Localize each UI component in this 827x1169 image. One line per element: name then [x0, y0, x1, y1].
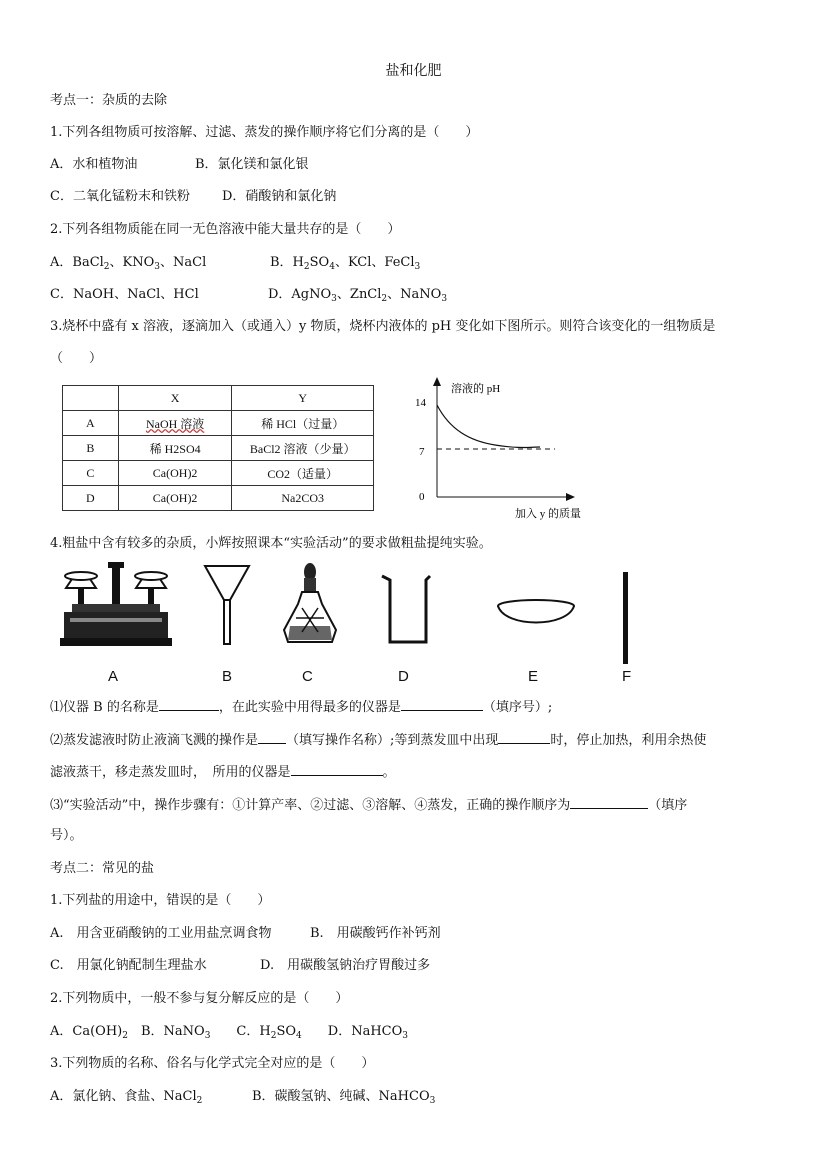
q1-option-b: B．氯化镁和氯化银 — [195, 157, 309, 172]
answer-blank[interactable] — [498, 730, 550, 744]
q2-option-c: C．NaOH、NaCl、HCl — [50, 287, 199, 302]
section-heading-1: 考点一：杂质的去除 — [50, 93, 168, 108]
answer-blank[interactable] — [291, 762, 383, 776]
s2-q1-option-a: A. 用含亚硝酸钠的工业用盐烹调食物 — [50, 926, 272, 941]
ph-chart — [405, 375, 595, 520]
table-cell: 稀 H2SO4 — [118, 436, 232, 461]
table-header-cell — [63, 386, 119, 411]
ph-curve — [437, 405, 540, 448]
table-cell: 稀 HCl（过量） — [232, 411, 374, 436]
table-cell: NaOH 溶液 — [118, 411, 232, 436]
alcohol-lamp-icon — [282, 560, 338, 644]
s2-q1-stem: 1.下列盐的用途中，错误的是（ ） — [50, 893, 271, 908]
y-axis-arrow — [433, 377, 441, 386]
s2-q3-stem: 3.下列物质的名称、俗名与化学式完全对应的是（ ） — [50, 1056, 375, 1071]
x-axis-arrow — [566, 493, 575, 501]
s2-q1-option-b: B. 用碳酸钙作补钙剂 — [310, 926, 441, 941]
apparatus-label-c: C — [302, 668, 313, 685]
s2-q2-options: A．$Ca(OH)_2$ B．NaNO$_3$ C．$H_2SO_4$ D．NaHCO$_3$ — [50, 1024, 408, 1041]
y-axis-label: 溶液的 pH — [451, 383, 501, 395]
page-title: 盐和化肥 — [385, 63, 442, 79]
table-row — [63, 411, 374, 436]
table-cell: Ca(OH)2 — [118, 486, 232, 511]
q3-options-table — [62, 385, 374, 511]
table-cell: Ca(OH)2 — [118, 461, 232, 486]
q2-option-a: A．BaCl$_2$、$KNO_3$、NaCl — [50, 255, 207, 272]
q4-part2-line1: ⑵蒸发滤液时防止液滴飞溅的操作是 （填写操作名称）;等到蒸发皿中出现 时，停止加热，利用余热使 — [50, 730, 706, 750]
apparatus-label-d: D — [398, 668, 409, 685]
table-row — [63, 436, 374, 461]
q1-stem: 1.下列各组物质可按溶解、过滤、蒸发的操作顺序将它们分离的是（ ） — [50, 125, 479, 140]
q1-option-a: A．水和植物油 — [50, 157, 138, 172]
table-header-cell: X — [118, 386, 232, 411]
table-header-row — [63, 386, 374, 411]
q4-part2-line2: 滤液蒸干，移走蒸发皿时， 所用的仪器是 。 — [50, 762, 396, 782]
table-header-cell: Y — [232, 386, 374, 411]
table-cell: CO2（适量） — [232, 461, 374, 486]
s2-q2-stem: 2.下列物质中，一般不参与复分解反应的是（ ） — [50, 991, 349, 1006]
q3-stem-line1: 3.烧杯中盛有 x 溶液，逐滴加入（或通入）y 物质，烧杯内液体的 pH 变化如下图所示。则符合该变化的一组物质是 — [50, 319, 716, 334]
apparatus-label-e: E — [528, 668, 539, 685]
q4-part1: ⑴仪器 B 的名称是 ，在此实验中用得最多的仪器是 （填序号）; — [50, 697, 552, 717]
answer-blank[interactable] — [258, 730, 286, 744]
table-row — [63, 461, 374, 486]
s2-q1-option-c: C. 用氯化钠配制生理盐水 — [50, 958, 207, 973]
apparatus-label-b: B — [222, 668, 233, 685]
beaker-icon — [380, 574, 432, 646]
answer-blank[interactable] — [401, 697, 483, 711]
apparatus-label-f: F — [622, 668, 632, 685]
table-cell: BaCl2 溶液（少量） — [232, 436, 374, 461]
q2-stem: 2.下列各组物质能在同一无色溶液中能大量共存的是（ ） — [50, 222, 401, 237]
evaporating-dish-icon — [495, 598, 577, 634]
table-cell: D — [63, 486, 119, 511]
table-cell: Na2CO3 — [232, 486, 374, 511]
y-tick-label: 7 — [419, 446, 425, 458]
table-cell: C — [63, 461, 119, 486]
q2-option-d: D．AgNO$_3$、ZnCl$_2$、NaNO$_3$ — [268, 287, 448, 304]
x-axis-label: 加入 y 的质量 — [515, 508, 581, 520]
q3-stem-line2: （ ） — [50, 351, 103, 366]
answer-blank[interactable] — [570, 795, 648, 809]
table-row — [63, 486, 374, 511]
section-heading-2: 考点二：常见的盐 — [50, 861, 155, 876]
q4-part3-line2: 号）。 — [50, 828, 83, 843]
y-tick-label: 14 — [415, 397, 426, 409]
s2-q1-option-d: D. 用碳酸氢钠治疗胃酸过多 — [260, 958, 431, 973]
q2-option-b: B．$H_2SO_4$、KCl、FeCl$_3$ — [270, 255, 421, 272]
q4-stem: 4.粗盐中含有较多的杂质，小辉按照课本“实验活动”的要求做粗盐提纯实验。 — [50, 536, 492, 551]
table-cell: B — [63, 436, 119, 461]
funnel-icon — [203, 564, 251, 646]
q1-option-c: C．二氧化锰粉末和铁粉 — [50, 189, 190, 204]
s2-q3-option-a: A．氯化钠、食盐、NaCl$_2$ — [50, 1089, 203, 1106]
y-tick-label: 0 — [419, 491, 425, 503]
table-cell: A — [63, 411, 119, 436]
balance-icon — [60, 562, 172, 652]
s2-q3-option-b: B．碳酸氢钠、纯碱、NaHCO$_3$ — [252, 1089, 436, 1106]
apparatus-label-a: A — [108, 668, 119, 685]
q4-part3-line1: ⑶“实验活动”中，操作步骤有：①计算产率、②过滤、③溶解、④蒸发，正确的操作顺序为 （填序 — [50, 795, 687, 815]
glass-rod-icon — [620, 570, 632, 666]
q1-option-d: D．硝酸钠和氯化钠 — [222, 189, 337, 204]
answer-blank[interactable] — [159, 697, 219, 711]
